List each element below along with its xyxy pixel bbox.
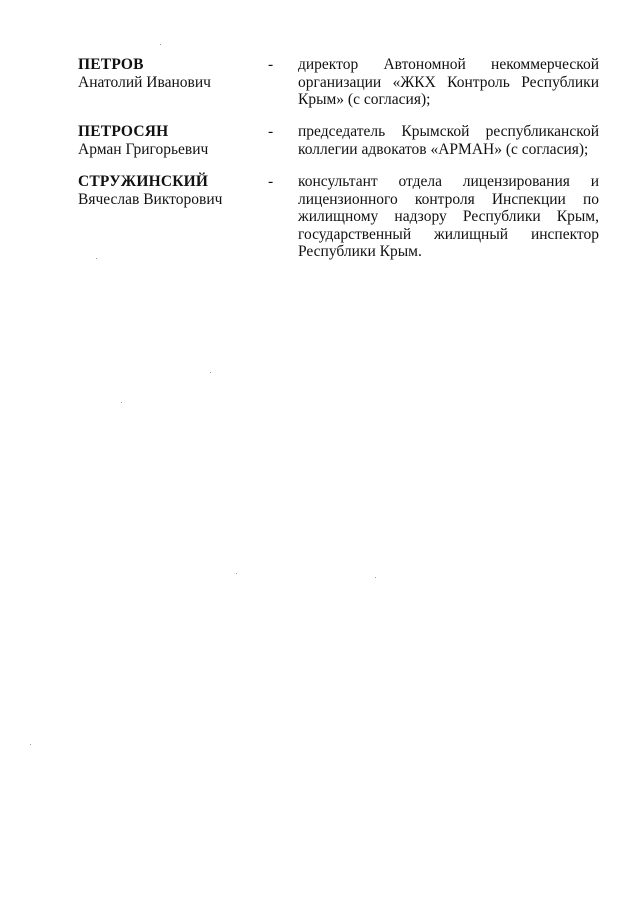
member-dash: - — [268, 56, 274, 73]
member-given-name: Анатолий Иванович — [78, 73, 211, 91]
scan-speck — [160, 44, 161, 45]
scan-speck — [210, 372, 211, 373]
member-dash: - — [268, 173, 274, 190]
scan-speck — [236, 573, 237, 574]
member-name-block — [78, 173, 258, 208]
member-dash: - — [268, 123, 274, 140]
member-role: председатель Крымской республиканской коллегии адвокатов «АРМАН» (с согласия); — [298, 123, 599, 158]
scan-speck — [121, 402, 122, 403]
scan-speck — [375, 577, 376, 578]
member-given-name: Вячеслав Викторович — [78, 190, 223, 208]
member-name-block — [78, 123, 258, 158]
member-surname: СТРУЖИНСКИЙ — [78, 173, 209, 190]
member-role: консультант отдела лицензирования и лицензионного контроля Инспекции по жилищному надзору Республики Крым, государственный жилищный инспектор Республики Крым. — [298, 173, 599, 260]
member-role: директор Автономной некоммерческой организации «ЖКХ Контроль Республики Крым» (с согласия); — [298, 56, 599, 108]
member-surname: ПЕТРОВ — [78, 56, 144, 73]
scan-speck — [30, 744, 31, 745]
member-given-name: Арман Григорьевич — [78, 140, 209, 158]
member-surname: ПЕТРОСЯН — [78, 123, 169, 140]
scan-speck — [96, 258, 97, 259]
member-name-block — [78, 56, 258, 91]
